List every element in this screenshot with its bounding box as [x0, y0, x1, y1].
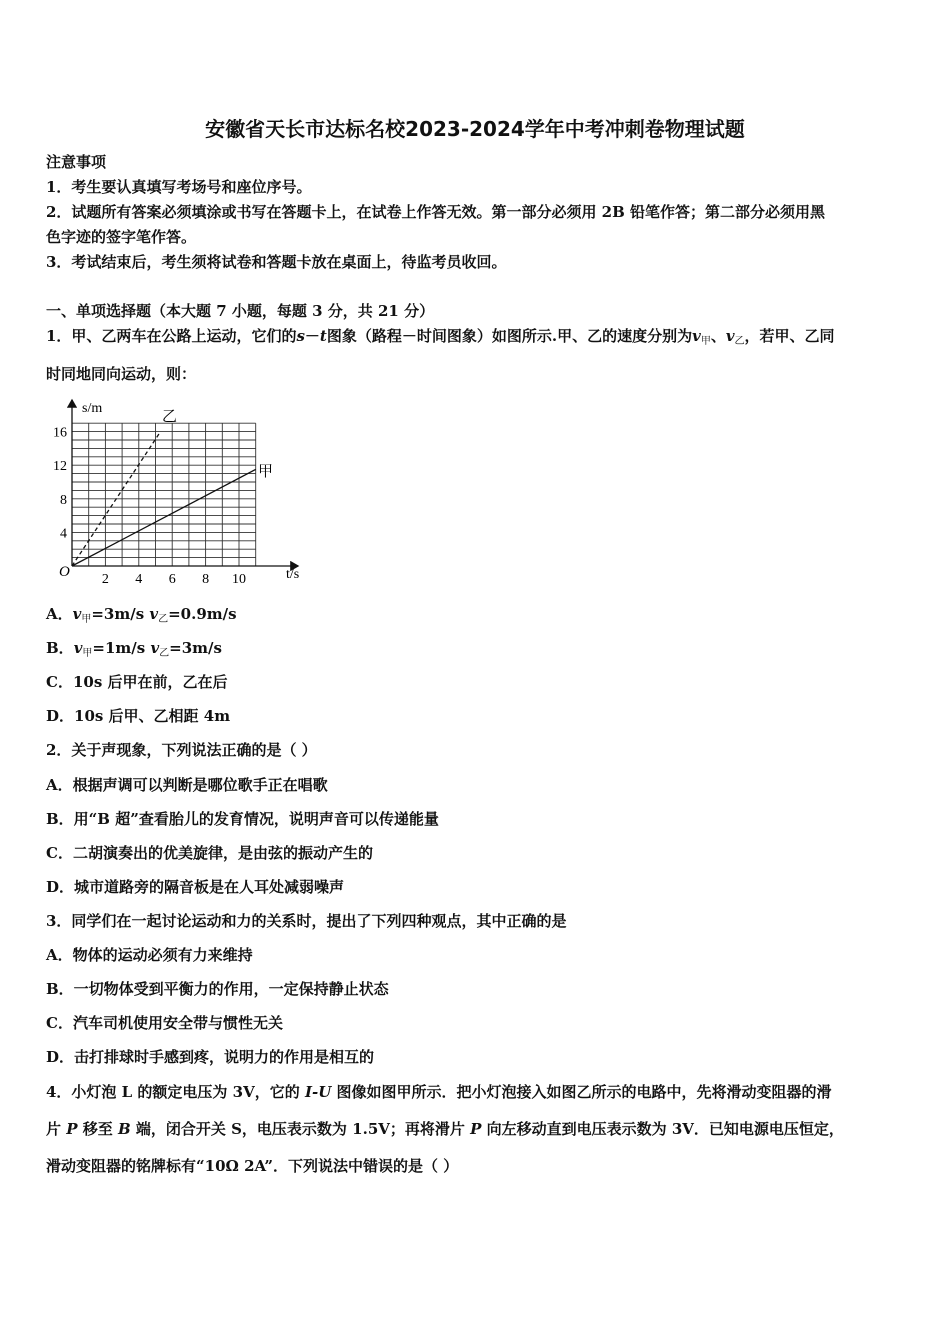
page-title: 安徽省天长市达标名校2023-2024学年中考冲刺卷物理试题 — [205, 117, 745, 141]
question-3-stem: 3．同学们在一起讨论运动和力的关系时，提出了下列四种观点，其中正确的是 — [46, 912, 567, 930]
x-tick-label: 2 — [101, 572, 109, 587]
origin-label: O — [59, 564, 70, 580]
option-2a: A．根据声调可以判断是哪位歌手正在唱歌 — [46, 776, 328, 794]
x-axis-label: t/s — [286, 567, 300, 582]
x-tick-label: 10 — [232, 572, 246, 587]
x-tick-label: 8 — [202, 572, 210, 587]
option-1a: A．$v_甲=3m/s$ $v_乙=0.9m/s$ — [46, 605, 237, 625]
notice-item: 2．试题所有答案必须填涂或书写在答题卡上，在试卷上作答无效。第一部分必须用 2B 铅笔作答；第二部分必须用黑 — [46, 203, 826, 221]
y-tick-label: 8 — [60, 492, 67, 508]
section-heading: 一、单项选择题（本大题 7 小题，每题 3 分，共 21 分） — [46, 302, 435, 320]
notice-item: 色字迹的签字笔作答。 — [46, 228, 197, 246]
option-3b: B．一切物体受到平衡力的作用，一定保持静止状态 — [46, 980, 389, 998]
y-tick-label: 12 — [53, 459, 67, 475]
chart-grid — [72, 423, 256, 566]
question-1-stem-cont: 时同地同向运动，则： — [46, 365, 197, 383]
option-1d: D．10s 后甲、乙相距 4m — [46, 707, 231, 725]
y-axis-label: s/m — [82, 401, 103, 416]
notice-item: 3．考试结束后，考生须将试卷和答题卡放在桌面上，待监考员收回。 — [46, 253, 507, 271]
option-3c: C．汽车司机使用安全带与惯性无关 — [46, 1014, 283, 1032]
series-label-yi: 乙 — [162, 409, 178, 425]
option-2c: C．二胡演奏出的优美旋律，是由弦的振动产生的 — [46, 844, 373, 862]
option-2d: D．城市道路旁的隔音板是在人耳处减弱噪声 — [46, 878, 345, 896]
option-1c: C．10s 后甲在前，乙在后 — [46, 673, 228, 691]
y-tick-label: 16 — [53, 425, 67, 441]
option-3a: A．物体的运动必须有力来维持 — [46, 946, 253, 964]
option-3d: D．击打排球时手感到疼，说明力的作用是相互的 — [46, 1048, 375, 1066]
x-tick-label: 6 — [168, 572, 176, 587]
question-4-stem-end: 滑动变阻器的铭牌标有“10Ω 2A”．下列说法中错误的是（ ） — [46, 1157, 459, 1175]
y-tick-label: 4 — [60, 526, 67, 542]
question-1-stem: 1．甲、乙两车在公路上运动，它们的s－t图象（路程－时间图象）如图所示.甲、乙的速度分别为$v_甲$、$v_乙$，若甲、乙同 — [46, 327, 835, 347]
x-tick-label: 4 — [135, 572, 143, 587]
question-4-stem-cont: 片 P 移至 B 端，闭合开关 S，电压表示数为 1.5V；再将滑片 P 向左移动直到电压表示数为 3V．已知电源电压恒定， — [46, 1120, 844, 1138]
question-4-stem: 4．小灯泡 L 的额定电压为 3V，它的 I-U 图像如图甲所示．把小灯泡接入如图乙所示的电路中，先将滑动变阻器的滑 — [46, 1083, 832, 1101]
notice-heading: 注意事项 — [46, 153, 107, 171]
option-2b: B．用“B 超”查看胎儿的发育情况，说明声音可以传递能量 — [46, 810, 439, 828]
series-label-jia: 甲 — [258, 464, 274, 480]
question-2-stem: 2．关于声现象，下列说法正确的是（ ） — [46, 741, 317, 759]
notice-item: 1．考生要认真填写考场号和座位序号。 — [46, 178, 312, 196]
s-t-chart — [50, 392, 320, 588]
series-line-jia — [72, 469, 256, 566]
option-1b: B．$v_甲=1m/s$ $v_乙=3m/s$ — [46, 639, 222, 659]
